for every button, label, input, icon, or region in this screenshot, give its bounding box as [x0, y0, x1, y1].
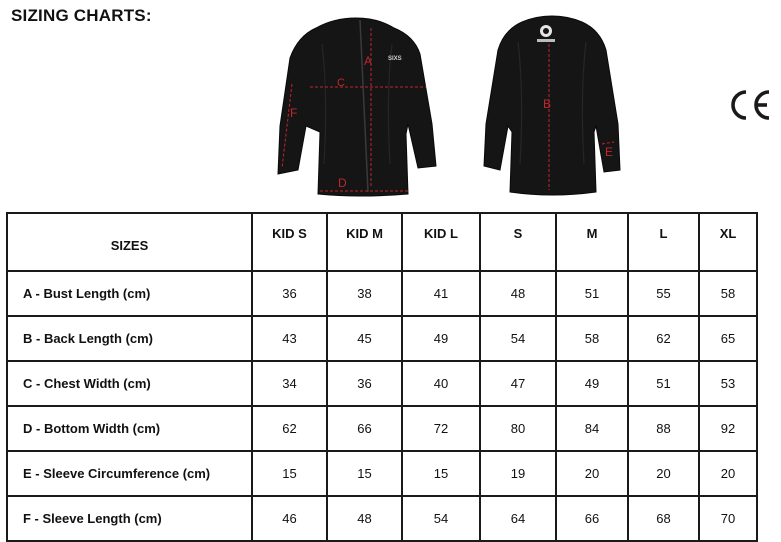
ce-mark-icon [727, 87, 773, 123]
label-d: D [338, 176, 347, 190]
table-cell: 46 [252, 496, 327, 541]
table-cell: 53 [699, 361, 757, 406]
table-row [7, 271, 757, 316]
table-cell: 84 [556, 406, 628, 451]
table-cell: 47 [480, 361, 556, 406]
table-cell: 66 [556, 496, 628, 541]
column-header: L [628, 213, 699, 271]
table-cell: 51 [628, 361, 699, 406]
label-e: E [605, 145, 614, 159]
table-cell: 68 [628, 496, 699, 541]
table-row [7, 316, 757, 361]
table-cell: 48 [480, 271, 556, 316]
front-brand-logo: SIXS [388, 56, 402, 62]
row-label: F - Sleeve Length (cm) [7, 496, 252, 541]
label-a: A [364, 54, 373, 68]
table-cell: 49 [402, 316, 480, 361]
table-cell: 15 [252, 451, 327, 496]
table-cell: 19 [480, 451, 556, 496]
table-cell: 36 [327, 361, 402, 406]
table-cell: 45 [327, 316, 402, 361]
row-label: B - Back Length (cm) [7, 316, 252, 361]
table-cell: 58 [556, 316, 628, 361]
table-cell: 40 [402, 361, 480, 406]
table-cell: 15 [402, 451, 480, 496]
column-header: KID L [402, 213, 480, 271]
table-cell: 80 [480, 406, 556, 451]
table-cell: 88 [628, 406, 699, 451]
column-header: KID S [252, 213, 327, 271]
table-cell: 48 [327, 496, 402, 541]
column-header: S [480, 213, 556, 271]
table-cell: 64 [480, 496, 556, 541]
table-cell: 70 [699, 496, 757, 541]
table-cell: 20 [628, 451, 699, 496]
table-cell: 51 [556, 271, 628, 316]
row-label: E - Sleeve Circumference (cm) [7, 451, 252, 496]
table-cell: 43 [252, 316, 327, 361]
table-row [7, 361, 757, 406]
table-row [7, 496, 757, 541]
front-garment-figure [268, 14, 446, 198]
column-header: KID M [327, 213, 402, 271]
sizing-table [6, 212, 758, 542]
table-cell: 55 [628, 271, 699, 316]
table-cell: 38 [327, 271, 402, 316]
table-cell: 41 [402, 271, 480, 316]
table-cell: 49 [556, 361, 628, 406]
table-cell: 92 [699, 406, 757, 451]
table-row [7, 406, 757, 451]
label-c: C [337, 77, 345, 89]
table-cell: 34 [252, 361, 327, 406]
sizes-header: SIZES [7, 213, 252, 271]
table-cell: 15 [327, 451, 402, 496]
label-b: B [543, 97, 552, 111]
table-cell: 65 [699, 316, 757, 361]
table-cell: 62 [628, 316, 699, 361]
table-cell: 72 [402, 406, 480, 451]
column-header: M [556, 213, 628, 271]
table-cell: 66 [327, 406, 402, 451]
table-cell: 20 [699, 451, 757, 496]
table-header-row [7, 213, 757, 271]
table-cell: 36 [252, 271, 327, 316]
row-label: D - Bottom Width (cm) [7, 406, 252, 451]
table-cell: 20 [556, 451, 628, 496]
back-garment-figure [478, 14, 626, 198]
row-label: A - Bust Length (cm) [7, 271, 252, 316]
page-title: SIZING CHARTS: [11, 6, 152, 25]
table-cell: 54 [480, 316, 556, 361]
label-f: F [290, 106, 298, 120]
column-header: XL [699, 213, 757, 271]
table-cell: 58 [699, 271, 757, 316]
table-cell: 62 [252, 406, 327, 451]
row-label: C - Chest Width (cm) [7, 361, 252, 406]
table-cell: 54 [402, 496, 480, 541]
table-row [7, 451, 757, 496]
